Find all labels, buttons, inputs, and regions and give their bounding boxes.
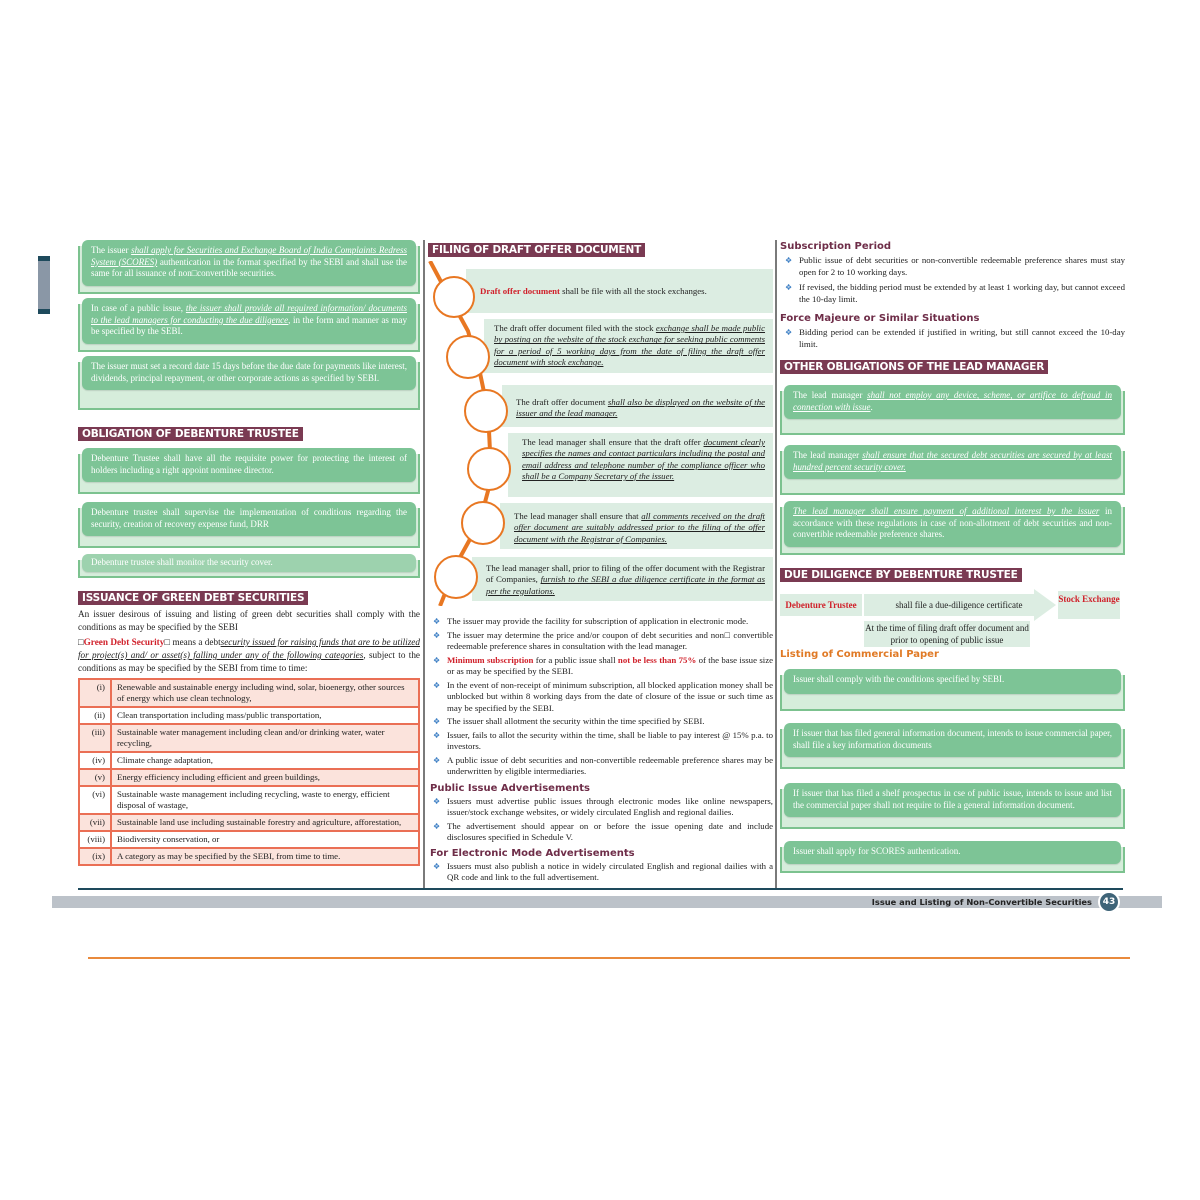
issue-bullets [428, 616, 773, 778]
table-row: (vi) Sustainable waste management including recycling, waste to energy, efficient disposal of wastage, [79, 786, 419, 814]
chapter-side-tab [38, 256, 50, 314]
table-row: (ii) Clean transportation including mass/public transportation, [79, 707, 419, 724]
info-card: In case of a public issue, the issuer shall provide all required information/ documents to the lead managers for conducting the due diligence, in the form and manner as may be specified by the SEBI. [78, 298, 420, 346]
timeline-connector-icon [428, 261, 528, 606]
timeline-step: The lead manager shall ensure that all comments received on the draft offer document are suitably addressed prior to the filing of the offer document with the Registrar of Companies. [500, 503, 773, 549]
due-diligence-flow [780, 589, 1125, 649]
subheading-commercial-paper: Listing of Commercial Paper [780, 649, 939, 660]
debenture-card: Debenture trustee shall monitor the security cover. [78, 554, 420, 572]
commercial-paper-card: If issuer that has filed general information document, intends to issue commercial paper, shall file a key information documents [780, 723, 1125, 763]
flow-to: Stock Exchange [1058, 591, 1120, 619]
bottom-orange-rule [88, 957, 1130, 959]
list-item: ❖ If revised, the bidding period must be extended by at least 1 working day, but cannot exceed the 10-day limit. [785, 282, 1125, 304]
list-item: ❖ The advertisement should appear on or before the issue opening date and include disclosures specified in Schedule V. [433, 820, 773, 842]
list-item: ❖ Public issue of debt securities or non-convertible redeemable preference shares must stay open for 2 to 10 working days. [785, 255, 1125, 277]
draft-offer-timeline [428, 261, 773, 606]
subheading-public-issue-ads: Public Issue Advertisements [430, 782, 591, 794]
diamond-bullet-icon: ❖ [433, 617, 441, 626]
diamond-bullet-icon: ❖ [433, 717, 441, 726]
section-heading-debenture-trustee: OBLIGATION OF DEBENTURE TRUSTEE [78, 427, 303, 441]
section-heading-draft-offer: FILING OF DRAFT OFFER DOCUMENT [428, 243, 645, 257]
timeline-step: The lead manager shall ensure that the draft offer document clearly specifies the names and contact particulars including the postal and email address and telephone number of the compliance officer who shall be a Company Secretary of the issuer. [508, 433, 773, 497]
column-divider [775, 240, 777, 888]
column-divider [423, 240, 425, 888]
lead-manager-card: The lead manager shall ensure payment of additional interest by the issuer in accordance with these regulations in case of non-allotment of debt securities and non-convertible redeemable preference shares. [780, 501, 1125, 549]
table-row: (ix) A category as may be specified by the SEBI, from time to time. [79, 848, 419, 865]
flow-when: At the time of filing draft offer document and prior to opening of public issue [864, 621, 1030, 647]
table-row: (v) Energy efficiency including efficient and green buildings, [79, 769, 419, 786]
timeline-step: The draft offer document filed with the stock exchange shall be made public by posting on the website of the stock exchange for seeking public comments for a period of 5 working days from the date of filing the draft offer document with stock exchange. [484, 319, 773, 373]
diamond-bullet-icon: ❖ [433, 796, 441, 806]
diamond-bullet-icon: ❖ [433, 861, 441, 871]
section-heading-due-diligence: DUE DILIGENCE BY DEBENTURE TRUSTEE [780, 568, 1022, 582]
column-left [78, 240, 420, 866]
green-definition: □Green Debt Security□ means a debtsecurity issued for raising funds that are to be utilized for project(s) and/ or asset(s) falling under any of the following categories, subject to the conditions as may be specified by the SEBI from time to time: [78, 637, 421, 673]
timeline-step: Draft offer document shall be file with all the stock exchanges. [466, 269, 773, 313]
list-item: ❖ Issuers must also publish a notice in widely circulated English and regional dailies with a QR code and link to the full advertisement. [433, 860, 773, 882]
page-number-badge: 43 [1098, 891, 1120, 913]
table-row: (iv) Climate change adaptation, [79, 752, 419, 769]
column-right [780, 240, 1125, 873]
subscription-bullets [780, 255, 1125, 305]
section-heading-green-debt: ISSUANCE OF GREEN DEBT SECURITIES [78, 591, 308, 605]
timeline-step: The draft offer document shall also be displayed on the website of the issuer and the lead manager. [502, 385, 773, 427]
list-item: ❖ Bidding period can be extended if justified in writing, but still cannot exceed the 10-day limit. [785, 327, 1125, 349]
diamond-bullet-icon: ❖ [785, 256, 793, 265]
subheading-subscription-period: Subscription Period [780, 241, 892, 252]
table-row: (viii) Biodiversity conservation, or [79, 831, 419, 848]
table-row: (iii) Sustainable water management including clean and/or drinking water, water recycling, [79, 724, 419, 752]
lead-manager-card: The lead manager shall not employ any device, scheme, or artifice to defraud in connection with issue. [780, 385, 1125, 429]
diamond-bullet-icon: ❖ [433, 655, 441, 665]
list-item: ❖ Minimum subscription for a public issue shall not be less than 75% of the base issue size or as may be specified by the SEBI. [433, 654, 774, 676]
diamond-bullet-icon: ❖ [433, 730, 441, 740]
list-item: ❖ Issuer, fails to allot the security within the time, shall be liable to pay interest @ 15% p.a. to investors. [433, 729, 773, 751]
list-item: ❖ In the event of non-receipt of minimum subscription, all blocked application money shall be unblocked but within 8 working days from the date of closure of the issue or such time as may be specified by the SEBI. [433, 679, 773, 713]
force-bullets [780, 327, 1125, 350]
timeline-step: The lead manager shall, prior to filing of the offer document with the Registrar of Companies, furnish to the SEBI a due diligence certificate in the format as per the regulations. [472, 557, 773, 601]
ads-bullets [428, 796, 773, 844]
list-item: ❖ The issuer may provide the facility for subscription of application in electronic mode. [433, 616, 749, 626]
footer-title: Issue and Listing of Non-Convertible Securities [871, 897, 1092, 907]
diamond-bullet-icon: ❖ [433, 755, 441, 765]
debenture-card: Debenture trustee shall supervise the implementation of conditions regarding the security, creation of recovery expense fund, DRR [78, 502, 420, 542]
info-card: The issuer must set a record date 15 days before the due date for payments like interest, dividends, principal repayment, or other corporate actions as specified by SEBI. [78, 356, 420, 404]
table-row: (vii) Sustainable land use including sustainable forestry and agriculture, afforestation, [79, 814, 419, 831]
green-categories-table [78, 678, 420, 866]
commercial-paper-card: Issuer shall comply with the conditions specified by SEBI. [780, 669, 1125, 705]
emode-bullets [428, 861, 773, 884]
table-row: (i) Renewable and sustainable energy including wind, solar, bioenergy, other sources of energy which use clean technology, [79, 679, 419, 707]
flow-from: Debenture Trustee [780, 594, 862, 616]
commercial-paper-card: If issuer that has filed a shelf prospectus in cse of public issue, intends to issue and list the commercial paper shall not require to file a general information document. [780, 783, 1125, 823]
info-card: The issuer shall apply for Securities and Exchange Board of India Complaints Redress System (SCORES) authentication in the format specified by the SEBI and shall use the same for all issuance of non□convertible securities. [78, 240, 420, 288]
flow-action: shall file a due-diligence certificate [895, 600, 1023, 610]
footer-rule [78, 888, 1123, 890]
section-heading-lead-manager: OTHER OBLIGATIONS OF THE LEAD MANAGER [780, 360, 1048, 374]
list-item: ❖ The issuer may determine the price and/or coupon of debt securities and non□ convertible redeemable preference shares in consultation with the lead manager. [433, 629, 773, 651]
diamond-bullet-icon: ❖ [433, 680, 441, 690]
debenture-card: Debenture Trustee shall have all the requisite power for protecting the interest of holders including a right appoint nominee director. [78, 448, 420, 488]
list-item: ❖ The issuer shall allotment the security within the time specified by SEBI. [433, 716, 705, 726]
list-item: ❖ A public issue of debt securities and non-convertible redeemable preference shares may be underwritten by eligible intermediaries. [433, 754, 773, 776]
column-middle [428, 240, 773, 886]
diamond-bullet-icon: ❖ [785, 283, 793, 292]
list-item: ❖ Issuers must advertise public issues through electronic modes like online newspapers, issuer/stock exchange websites, or widely circulated English and regional dailies. [433, 795, 773, 817]
subheading-electronic-mode-ads: For Electronic Mode Advertisements [430, 847, 635, 859]
diamond-bullet-icon: ❖ [433, 630, 441, 640]
diamond-bullet-icon: ❖ [785, 328, 793, 337]
green-intro: An issuer desirous of issuing and listing of green debt securities shall comply with the conditions as may be specified by the SEBI [78, 609, 420, 632]
commercial-paper-card: Issuer shall apply for SCORES authentication. [780, 841, 1125, 867]
lead-manager-card: The lead manager shall ensure that the secured debt securities are secured by at least hundred percent security cover. [780, 445, 1125, 489]
subheading-force-majeure: Force Majeure or Similar Situations [780, 313, 980, 324]
diamond-bullet-icon: ❖ [433, 821, 441, 831]
